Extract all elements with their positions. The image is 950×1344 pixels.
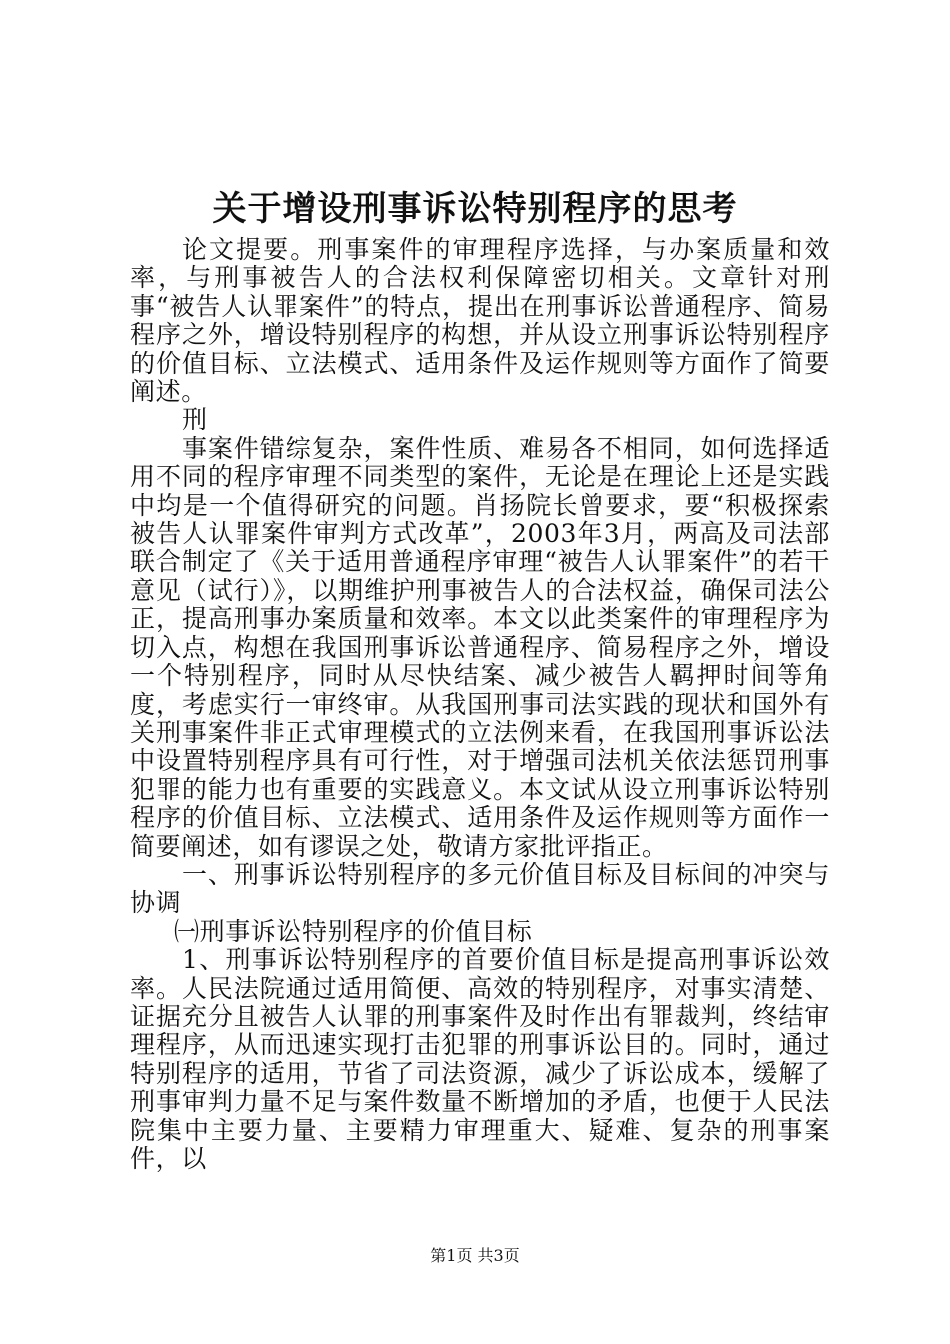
section-heading: 一、刑事诉讼特别程序的多元价值目标及目标间的冲突与协调: [130, 859, 830, 918]
body-paragraph: 1、刑事诉讼特别程序的首要价值目标是提高刑事诉讼效率。人民法院通过适用简便、高效的特别程序，对事实清楚、证据充分且被告人认罪的刑事案件及时作出有罪裁判，终结审理程序，从而迅速实现打击犯罪的刑事诉讼目的。同时，通过特别程序的适用，节省了司法资源，减少了诉讼成本，缓解了刑事审判力量不足与案件数量不断增加的矛盾，也便于人民法院集中主要力量、主要精力审理重大、疑难、复杂的刑事案件，以: [130, 945, 830, 1173]
document-title: 关于增设刑事诉讼特别程序的思考: [212, 189, 738, 229]
abstract-paragraph: 论文提要。刑事案件的审理程序选择，与办案质量和效率，与刑事被告人的合法权利保障密切相关。文章针对刑事“被告人认罪案件”的特点，提出在刑事诉讼普通程序、简易程序之外，增设特别程序的构想，并从设立刑事诉讼特别程序的价值目标、立法模式、适用条件及运作规则等方面作了简要阐述。: [130, 235, 830, 407]
drop-character-line: 刑: [182, 405, 208, 435]
subsection-heading: ㈠刑事诉讼特别程序的价值目标: [174, 916, 533, 946]
document-body: [130, 236, 830, 1173]
intro-paragraph: 事案件错综复杂，案件性质、难易各不相同，如何选择适用不同的程序审理不同类型的案件，无论是在理论上还是实践中均是一个值得研究的问题。肖扬院长曾要求，要“积极探索被告人认罪案件审判方式改革”，2003年3月，两高及司法部联合制定了《关于适用普通程序审理“被告人认罪案件”的若干意见（试行）》，以期维护刑事被告人的合法权益，确保司法公正，提高刑事办案质量和效率。本文以此类案件的审理程序为切入点，构想在我国刑事诉讼普通程序、简易程序之外，增设一个特别程序，同时从尽快结案、减少被告人羁押时间等角度，考虑实行一审终审。从我国刑事司法实践的现状和国外有关刑事案件非正式审理模式的立法例来看，在我国刑事诉讼法中设置特别程序具有可行性，对于增强司法机关依法惩罚刑事犯罪的能力也有重要的实践意义。本文试从设立刑事诉讼特别程序的价值目标、立法模式、适用条件及运作规则等方面作一简要阐述，如有谬误之处，敬请方家批评指正。: [130, 433, 830, 861]
page-footer: 第1页 共3页: [430, 1246, 520, 1265]
